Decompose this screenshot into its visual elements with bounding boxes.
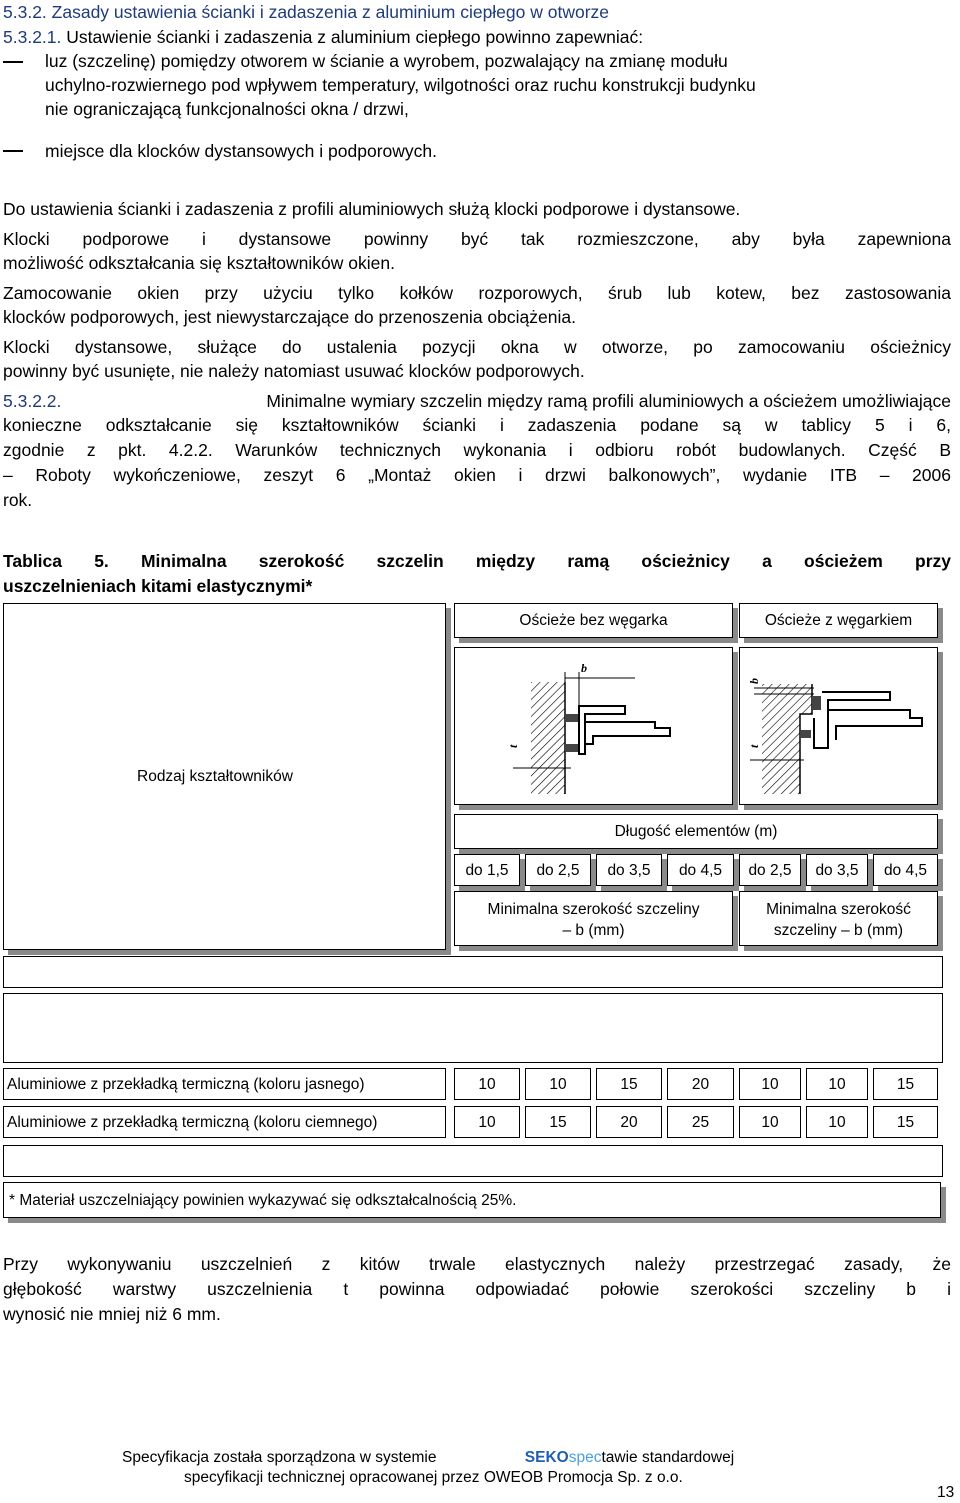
min-a-line2: – b (mm) xyxy=(562,922,625,939)
sub2-line3: zgodnie z pkt. 4.2.2. Warunków technicznych wykonania i odbioru robót budowlanych. Część B xyxy=(3,440,951,460)
length-value: do 3,5 xyxy=(607,862,651,879)
row-header-box xyxy=(3,603,446,950)
gap-value-cell xyxy=(525,1106,591,1138)
length-value-cell xyxy=(454,854,520,886)
length-value-cell xyxy=(806,854,868,886)
length-value: do 2,5 xyxy=(536,862,580,879)
bullet1-line1: luz (szczelinę) pomiędzy otworem w ścianie a wyrobem, pozwalający na zmianę modułu xyxy=(45,51,728,71)
spacer-row xyxy=(3,956,943,988)
brand-seko: SEKO xyxy=(524,1449,569,1466)
gap-value: 10 xyxy=(761,1076,779,1093)
min-width-header-b xyxy=(739,891,938,946)
footnote: * Materiał uszczelniający powinien wykazywać się odkształcalnością 25%. xyxy=(9,1192,517,1209)
length-value: do 4,5 xyxy=(678,862,723,879)
spacer-row xyxy=(3,993,943,1063)
bullet1-line3: nie ograniczającą funkcjonalności okna / drzwi, xyxy=(45,99,409,119)
bullet2: miejsce dla klocków dystansowych i podporowych. xyxy=(45,141,437,161)
length-value-cell xyxy=(873,854,938,886)
length-value: do 3,5 xyxy=(815,862,859,879)
row-label: Aluminiowe z przekładką termiczną (koloru jasnego) xyxy=(7,1076,365,1093)
page-number: 13 xyxy=(937,1484,955,1501)
footer-text-a: Specyfikacja została sporządzona w systemie xyxy=(122,1449,437,1466)
para4-line1: Klocki dystansowe, służące do ustalenia pozycji okna w otworze, po zamocowaniu ościeżnicy xyxy=(3,337,951,357)
closing-line1: Przy wykonywaniu uszczelnień z kitów trwale elastycznych należy przestrzegać zasady, że xyxy=(3,1254,951,1274)
para2-line2: możliwość odkształcania się kształtowników okien. xyxy=(3,253,395,273)
subsection-1 xyxy=(3,25,643,50)
col-a-label: Ościeże bez węgarka xyxy=(519,612,668,629)
length-value: do 2,5 xyxy=(748,862,792,879)
table-row xyxy=(3,1068,446,1100)
para1: Do ustawienia ścianki i zadaszenia z profili aluminiowych służą klocki podporowe i dystansowe. xyxy=(3,199,741,219)
row-header-label: Rodzaj kształtowników xyxy=(137,768,293,785)
row-label: Aluminiowe z przekładką termiczną (koloru ciemnego) xyxy=(7,1114,378,1131)
gap-value: 20 xyxy=(691,1076,710,1093)
gap-value-cell xyxy=(873,1106,938,1138)
sub2-line2: konieczne odkształcanie się kształtowników ścianki i zadaszenia podane są w tablicy 5 i 6, xyxy=(3,415,951,435)
closing-line2: głębokość warstwy uszczelnienia t powinna odpowiadać połowie szerokości szczeliny b i xyxy=(3,1279,951,1299)
wall-hatch xyxy=(531,682,565,794)
gap-value-cell xyxy=(596,1068,662,1100)
sash-profile xyxy=(585,722,670,744)
diagram-a-box xyxy=(454,647,733,805)
sub2-number: 5.3.2.2. xyxy=(3,391,62,411)
profile-no-rebate-diagram xyxy=(455,648,732,804)
col-b-header xyxy=(739,603,938,638)
length-value-cell xyxy=(525,854,591,886)
seal xyxy=(801,730,811,738)
para3-line2: klocków podporowych, jest niewystarczające do przenoszenia obciążenia. xyxy=(3,307,576,327)
gap-value-cell xyxy=(739,1068,801,1100)
sash-profile xyxy=(828,710,922,740)
table-caption-line2: uszczelnieniach kitami elastycznymi* xyxy=(3,576,313,596)
gap-value: 15 xyxy=(896,1114,915,1131)
bullet1-line2: uchylno-rozwiernego pod wpływem temperatury, wilgotności oraz ruchu konstrukcji budynku xyxy=(45,75,756,95)
gap-value-cell xyxy=(667,1106,734,1138)
gap-value-cell xyxy=(806,1106,868,1138)
dim-label-b: b xyxy=(581,661,587,675)
footer-line2: specyfikacji technicznej opracowanej przez OWEOB Promocja Sp. z o.o. xyxy=(184,1469,683,1486)
sub1-number: 5.3.2.1. xyxy=(3,27,62,47)
sub2-line1: Minimalne wymiary szczelin między ramą profili aluminiowych a ościeżem umożliwiające xyxy=(266,391,951,411)
gap-value-cell xyxy=(739,1106,801,1138)
seal xyxy=(813,696,821,710)
table-caption-line1: Tablica 5. Minimalna szerokość szczelin między ramą ościeżnicy a ościeżem przy xyxy=(3,551,951,571)
min-width-header-a xyxy=(454,891,733,946)
gap-value: 10 xyxy=(478,1076,496,1093)
gap-value-cell xyxy=(525,1068,591,1100)
seal xyxy=(566,714,578,722)
gap-value: 10 xyxy=(828,1114,846,1131)
col-a-header xyxy=(454,603,733,638)
para4-line2: powinny być usunięte, nie należy natomiast usuwać klocków podporowych. xyxy=(3,361,585,381)
gap-value: 10 xyxy=(478,1114,496,1131)
length-header xyxy=(454,814,938,849)
gap-value: 15 xyxy=(549,1114,567,1131)
gap-value-cell xyxy=(454,1068,520,1100)
frame-profile xyxy=(814,692,890,748)
gap-value: 10 xyxy=(549,1076,567,1093)
sub1-text: Ustawienie ścianki i zadaszenia z aluminium ciepłego powinno zapewniać: xyxy=(66,27,644,47)
length-value: do 1,5 xyxy=(465,862,509,879)
length-value-cell xyxy=(667,854,734,886)
closing-line3: wynosić nie mniej niż 6 mm. xyxy=(3,1304,221,1324)
gap-value: 15 xyxy=(896,1076,915,1093)
wall-hatch xyxy=(762,684,812,794)
footnote-box xyxy=(3,1182,941,1218)
sub2-line4: – Roboty wykończeniowe, zeszyt 6 „Montaż okien i drzwi balkonowych”, wydanie ITB – 2006 xyxy=(3,465,951,485)
dim-label-t: t xyxy=(506,744,520,748)
gap-value-cell xyxy=(873,1068,938,1100)
footer-text-b: tawie standardowej xyxy=(601,1449,735,1466)
gap-value: 20 xyxy=(620,1114,638,1131)
gap-value-cell xyxy=(454,1106,520,1138)
para3-line1: Zamocowanie okien przy użyciu tylko kołków rozporowych, śrub lub kotew, bez zastosowania xyxy=(3,283,951,303)
gap-value-cell xyxy=(596,1106,662,1138)
seal xyxy=(566,744,578,752)
frame-profile xyxy=(579,706,625,754)
gap-value-cell xyxy=(806,1068,868,1100)
para2-line1: Klocki podporowe i dystansowe powinny być tak rozmieszczone, aby była zapewniona xyxy=(3,229,951,249)
diagram-b-box xyxy=(739,647,938,805)
profile-with-rebate-diagram xyxy=(740,648,937,804)
length-header-label: Długość elementów (m) xyxy=(614,823,778,840)
min-a-line1: Minimalna szerokość szczeliny xyxy=(487,901,700,918)
gap-value: 10 xyxy=(761,1114,779,1131)
sub2-line5: rok. xyxy=(3,490,33,510)
col-b-label: Ościeże z węgarkiem xyxy=(764,612,913,629)
heading-number: 5.3.2. xyxy=(3,2,47,22)
brand-spec: spec xyxy=(568,1449,602,1466)
gap-value: 10 xyxy=(828,1076,846,1093)
spacer-row xyxy=(3,1145,943,1177)
dash-marker xyxy=(3,150,23,152)
length-value: do 4,5 xyxy=(883,862,928,879)
gap-value-cell xyxy=(667,1068,734,1100)
dim-label-b: b xyxy=(747,678,761,684)
min-b-line2: szczeliny – b (mm) xyxy=(773,922,904,939)
section-heading xyxy=(3,0,609,25)
dim-label-t: t xyxy=(747,744,761,748)
subsection-2 xyxy=(3,389,951,414)
table-row xyxy=(3,1106,446,1138)
heading-text: Zasady ustawienia ścianki i zadaszenia z aluminium ciepłego w otworze xyxy=(51,2,610,22)
gap-value: 15 xyxy=(620,1076,638,1093)
dash-marker xyxy=(3,61,23,63)
footer-line1 xyxy=(122,1448,734,1468)
gap-value: 25 xyxy=(691,1114,710,1131)
length-value-cell xyxy=(739,854,801,886)
length-value-cell xyxy=(596,854,662,886)
min-b-line1: Minimalna szerokość xyxy=(766,901,911,918)
